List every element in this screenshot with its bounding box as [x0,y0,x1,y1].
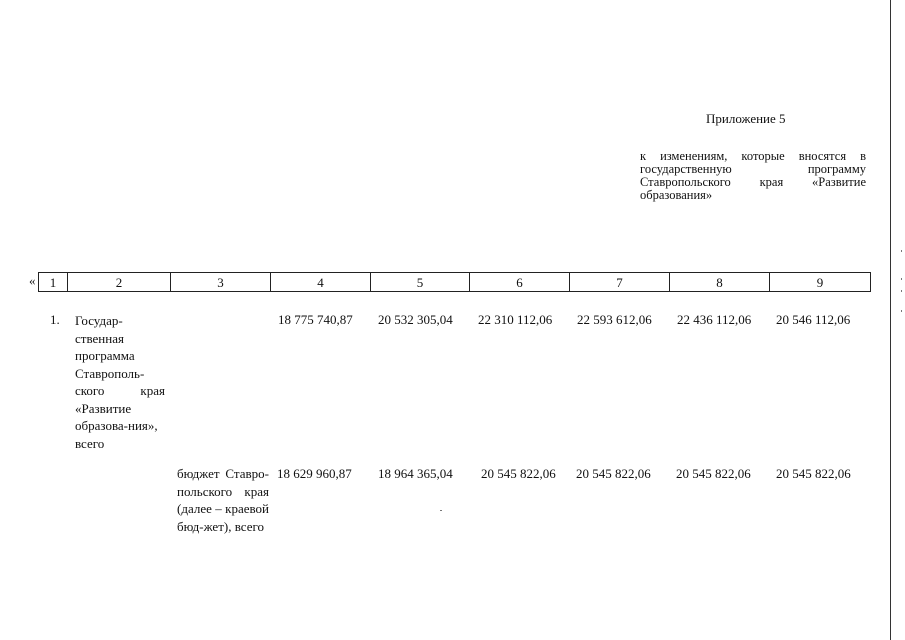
budget-value-col5: 18 964 365,04 [378,466,453,481]
column-number-1: 1 [38,272,68,292]
scan-speck [901,310,902,312]
budget-value-col9: 20 545 822,06 [776,466,851,481]
funding-source-name: бюджет Ставро-польского края (далее – краевой бюд-жет), всего [177,466,269,534]
program-value-col7: 22 593 612,06 [577,312,652,327]
column-number-9: 9 [769,272,871,292]
budget-value-col8: 20 545 822,06 [676,466,751,481]
scan-edge-line [890,0,891,640]
column-number-2: 2 [67,272,171,292]
budget-value-col7: 20 545 822,06 [576,466,651,481]
appendix-description: к изменениям, которые вносятся в государственную программу Ставропольского края «Развитие образования» [640,149,866,202]
column-number-6: 6 [469,272,570,292]
table-open-quote: « [29,273,36,288]
row-number: 1. [50,312,60,327]
appendix-title: Приложение 5 [706,111,786,126]
scan-speck [901,250,902,252]
program-value-col6: 22 310 112,06 [478,312,553,327]
column-number-5: 5 [370,272,470,292]
column-number-8: 8 [669,272,770,292]
scan-speck [901,290,902,292]
program-value-col5: 20 532 305,04 [378,312,453,327]
column-number-3: 3 [170,272,271,292]
budget-value-col4: 18 629 960,87 [277,466,352,481]
program-name: Государ-ственная программа Ставрополь-ского края «Развитие образова-ния», всего [75,313,165,451]
program-value-col4: 18 775 740,87 [278,312,353,327]
scan-speck [901,278,902,280]
scan-speck [440,510,442,511]
program-value-col9: 20 546 112,06 [776,312,851,327]
column-number-4: 4 [270,272,371,292]
budget-value-col6: 20 545 822,06 [481,466,556,481]
column-number-7: 7 [569,272,670,292]
program-value-col8: 22 436 112,06 [677,312,752,327]
